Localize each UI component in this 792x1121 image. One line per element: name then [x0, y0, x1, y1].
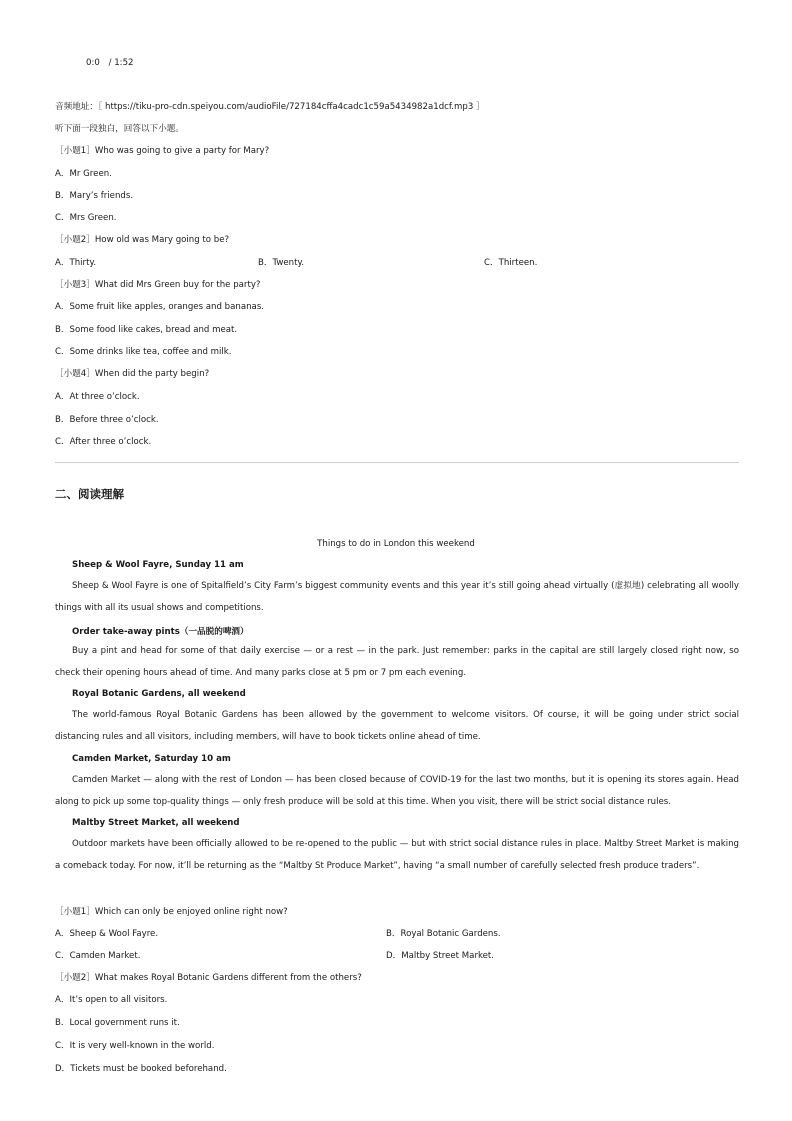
item-body: Buy a pint and head for some of that daily exercise — or a rest — in the park. Just remember: parks in the capital are still largely closed right now, so check their opening hours ahead of time. And many parks close at 5 pm or 7 pm each evening.: [55, 646, 739, 678]
option[interactable]: A．Some fruit like apples, oranges and bananas.: [55, 302, 265, 312]
option[interactable]: D．Maltby Street Market.: [386, 951, 495, 961]
option[interactable]: B．Local government runs it.: [55, 1018, 180, 1028]
option[interactable]: B．Some food like cakes, bread and meat.: [55, 325, 238, 335]
item-body: Sheep & Wool Fayre is one of Spitalfield’s City Farm’s biggest community events and this year it’s still going ahead virtually (虚拟地) celebrating all woolly things with all its usual shows and competitions.: [55, 581, 739, 613]
option[interactable]: B．Mary’s friends.: [55, 191, 134, 201]
audio-duration: / 1:52: [108, 58, 134, 68]
option[interactable]: B．Twenty.: [258, 258, 305, 268]
divider: [55, 462, 739, 463]
item-heading: Maltby Street Market, all weekend: [72, 818, 240, 828]
item-body: The world-famous Royal Botanic Gardens has been allowed by the government to welcome visitors. Of course, it will be going under strict social distancing rules and all visitors, including members, will have to book tickets online ahead of time.: [55, 710, 739, 742]
option[interactable]: B．Before three o’clock.: [55, 415, 159, 425]
option[interactable]: C．After three o’clock.: [55, 437, 152, 447]
option[interactable]: C．Mrs Green.: [55, 213, 117, 223]
option[interactable]: A．At three o’clock.: [55, 392, 140, 402]
option[interactable]: A．Sheep & Wool Fayre.: [55, 929, 159, 939]
option[interactable]: A．Thirty.: [55, 258, 97, 268]
question-text: ［小题3］What did Mrs Green buy for the party?: [55, 280, 261, 290]
option[interactable]: C．Camden Market.: [55, 951, 141, 961]
question-text: ［小题2］How old was Mary going to be?: [55, 235, 230, 245]
option[interactable]: C．Thirteen.: [484, 258, 538, 268]
option[interactable]: A．It’s open to all visitors.: [55, 995, 168, 1005]
option[interactable]: D．Tickets must be booked beforehand.: [55, 1064, 227, 1074]
question-text: ［小题1］Who was going to give a party for Mary?: [55, 146, 270, 156]
audio-player[interactable]: [86, 58, 140, 68]
instruction: 听下面一段独白，回答以下小题。: [55, 124, 184, 134]
item-heading: Royal Botanic Gardens, all weekend: [72, 689, 246, 699]
item-heading: Order take-away pints（一品脱的啤酒）: [72, 627, 249, 637]
section-title: 二、阅读理解: [55, 487, 124, 501]
question-text: ［小题1］Which can only be enjoyed online right now?: [55, 907, 288, 917]
item-body: Camden Market — along with the rest of London — has been closed because of COVID-19 for the last two months, but it is opening its stores again. Head along to pick up some top-quality things — only fresh produce will be sold at this time. When you visit, there will be strict social distance rules.: [55, 775, 739, 807]
option[interactable]: B．Royal Botanic Gardens.: [386, 929, 501, 939]
item-heading: Sheep & Wool Fayre, Sunday 11 am: [72, 560, 244, 570]
item-body: Outdoor markets have been officially allowed to be re-opened to the public — but with strict social distance rules in place. Maltby Street Market is making a comeback today. For now, it’ll be returning as the “Maltby St Produce Market”, having “a small number of carefully selected fresh produce traders”.: [55, 839, 739, 871]
item-heading: Camden Market, Saturday 10 am: [72, 754, 231, 764]
question-text: ［小题2］What makes Royal Botanic Gardens different from the others?: [55, 973, 362, 983]
audio-address: 音频地址：［ https://tiku-pro-cdn.speiyou.com/audioFile/727184cffa4cadc1c59a5434982a1dcf.mp3 ］: [55, 102, 485, 112]
option[interactable]: C．It is very well-known in the world.: [55, 1041, 215, 1051]
audio-current-time: 0:0: [86, 58, 100, 68]
option[interactable]: C．Some drinks like tea, coffee and milk.: [55, 347, 232, 357]
question-text: ［小题4］When did the party begin?: [55, 369, 210, 379]
reading-title: Things to do in London this weekend: [317, 539, 475, 549]
option[interactable]: A．Mr Green.: [55, 169, 112, 179]
